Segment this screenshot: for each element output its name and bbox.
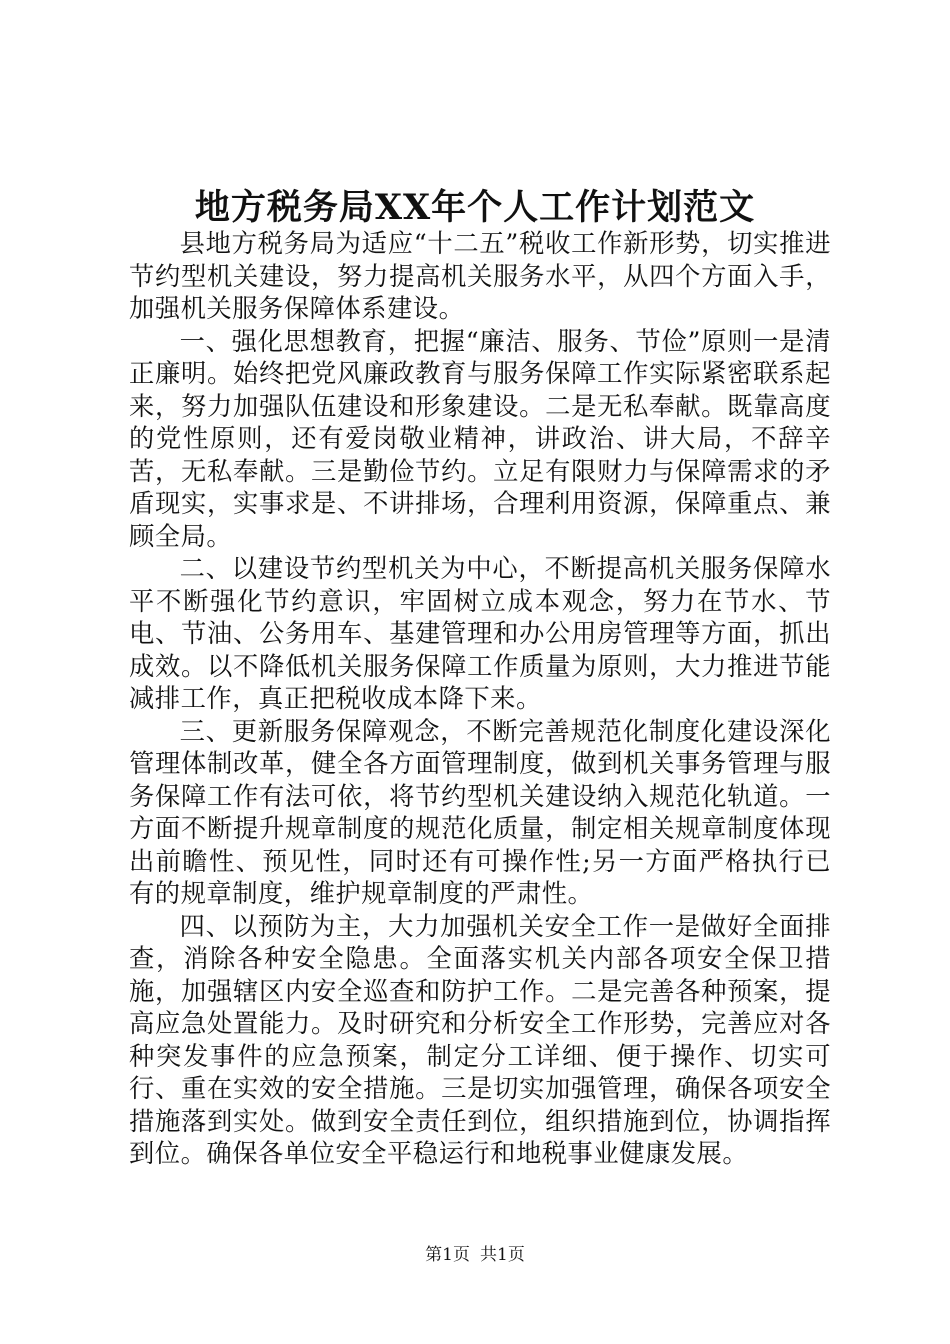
document-title: 地方税务局XX年个人工作计划范文: [194, 187, 756, 228]
paragraph-section-3: 三、更新服务保障观念，不断完善规范化制度化建设深化管理体制改革，健全各方面管理制度，做到机关事务管理与服务保障工作有法可依，将节约型机关建设纳入规范化轨道。一方面不断提升规章制度的规范化质量，制定相关规章制度体现出前瞻性、预见性，同时还有可操作性;另一方面严格执行已有的规章制度，维护规章制度的严肃性。: [129, 716, 831, 908]
page-total: 共1页: [480, 1245, 525, 1265]
paragraph-section-2: 二、以建设节约型机关为中心，不断提高机关服务保障水平不断强化节约意识，牢固树立成本观念，努力在节水、节电、节油、公务用车、基建管理和办公用房管理等方面，抓出成效。以不降低机关服务保障工作质量为原则，大力推进节能减排工作，真正把税收成本降下来。: [129, 554, 831, 713]
document-body: [129, 228, 831, 1171]
paragraph-section-4: 四、以预防为主，大力加强机关安全工作一是做好全面排查，消除各种安全隐患。全面落实机关内部各项安全保卫措施，加强辖区内安全巡查和防护工作。二是完善各种预案，提高应急处置能力。及时研究和分析安全工作形势，完善应对各种突发事件的应急预案，制定分工详细、便于操作、切实可行、重在实效的安全措施。三是切实加强管理，确保各项安全措施落到实处。做到安全责任到位，组织措施到位，协调指挥到位。确保各单位安全平稳运行和地税事业健康发展。: [129, 911, 831, 1168]
page-footer: [0, 1244, 950, 1266]
page-number: 第1页: [425, 1245, 470, 1265]
paragraph-section-1: 一、强化思想教育，把握“廉洁、服务、节俭”原则一是清正廉明。始终把党风廉政教育与服务保障工作实际紧密联系起来，努力加强队伍建设和形象建设。二是无私奉献。既靠高度的党性原则，还有爱岗敬业精神，讲政治、讲大局，不辞辛苦，无私奉献。三是勤俭节约。立足有限财力与保障需求的矛盾现实，实事求是、不讲排场，合理利用资源，保障重点、兼顾全局。: [129, 326, 831, 551]
paragraph-intro: 县地方税务局为适应“十二五”税收工作新形势，切实推进节约型机关建设，努力提高机关服务水平，从四个方面入手，加强机关服务保障体系建设。: [129, 229, 831, 323]
